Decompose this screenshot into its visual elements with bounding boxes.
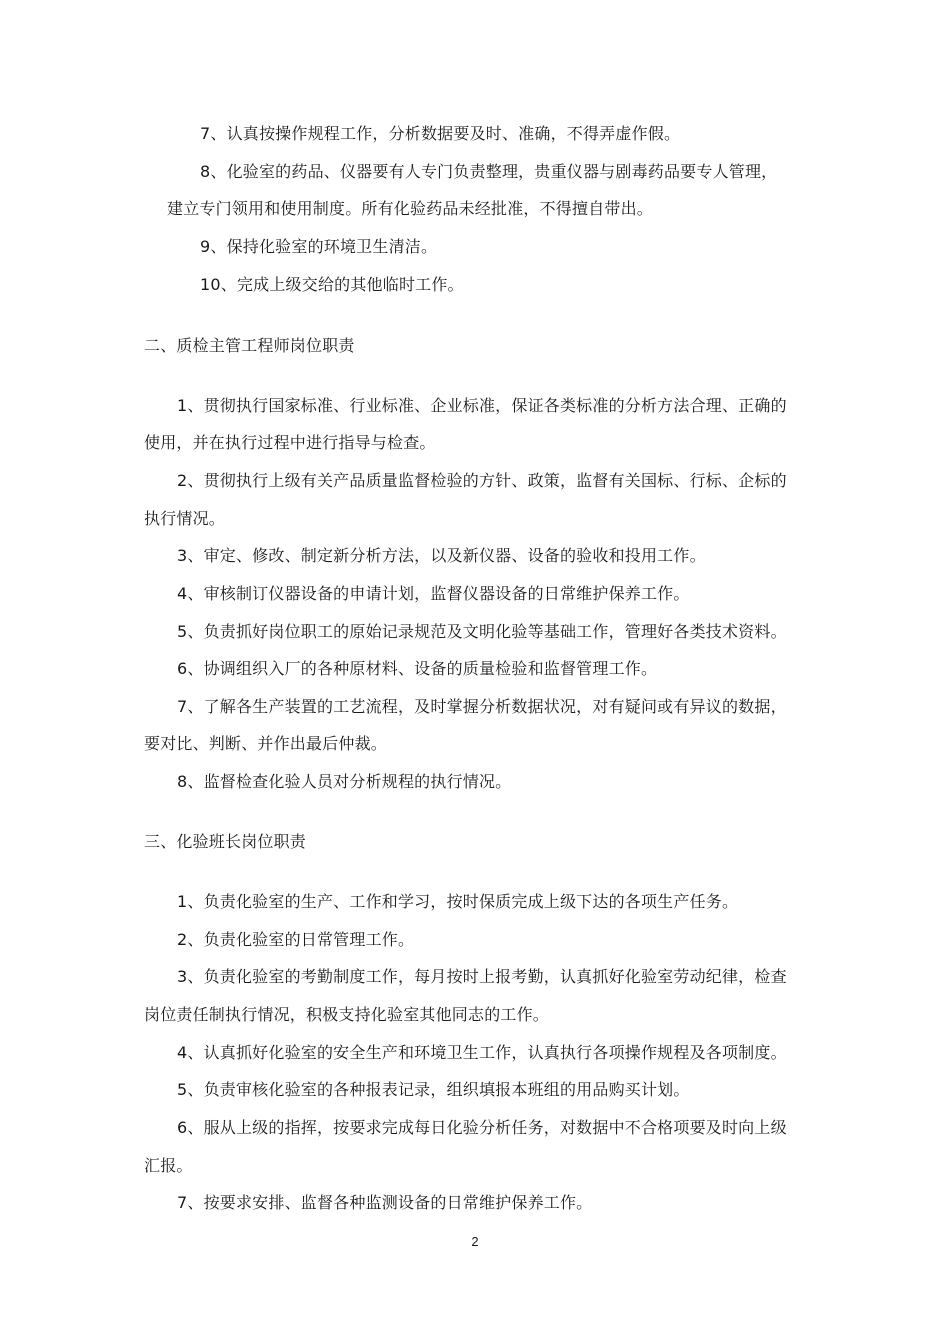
duty-item: 5、负责审核化验室的各种报表记录，组织填报本班组的用品购买计划。 [177, 1080, 690, 1099]
duty-item-continuation: 建立专门领用和使用制度。所有化验药品未经批准，不得擅自带出。 [167, 199, 654, 218]
section-heading: 二、质检主管工程师岗位职责 [144, 336, 355, 355]
duty-item: 3、审定、修改、制定新分析方法，以及新仪器、设备的验收和投用工作。 [177, 546, 706, 565]
duty-item-continuation: 汇报。 [144, 1156, 193, 1175]
duty-item: 6、协调组织入厂的各种原材料、设备的质量检验和监督管理工作。 [177, 659, 658, 678]
duty-item: 6、服从上级的指挥，按要求完成每日化验分析任务，对数据中不合格项要及时向上级 [177, 1118, 787, 1137]
duty-item: 7、了解各生产装置的工艺流程，及时掌握分析数据状况，对有疑问或有异议的数据， [177, 697, 787, 716]
duty-item-continuation: 使用，并在执行过程中进行指导与检查。 [144, 433, 436, 452]
duty-item: 9、保持化验室的环境卫生清洁。 [200, 237, 438, 256]
duty-item: 1、负责化验室的生产、工作和学习，按时保质完成上级下达的各项生产任务。 [177, 892, 739, 911]
duty-item: 4、认真抓好化验室的安全生产和环境卫生工作，认真执行各项操作规程及各项制度。 [177, 1043, 787, 1062]
duty-item: 5、负责抓好岗位职工的原始记录规范及文明化验等基础工作，管理好各类技术资料。 [177, 622, 787, 641]
duty-item: 2、负责化验室的日常管理工作。 [177, 930, 415, 949]
duty-item: 8、化验室的药品、仪器要有人专门负责整理，贵重仪器与剧毒药品要专人管理， [200, 162, 778, 181]
duty-item: 1、贯彻执行国家标准、行业标准、企业标准，保证各类标准的分析方法合理、正确的 [177, 396, 787, 415]
duty-item: 10、完成上级交给的其他临时工作。 [200, 275, 464, 294]
duty-item: 4、审核制订仪器设备的申请计划，监督仪器设备的日常维护保养工作。 [177, 584, 690, 603]
duty-item: 7、按要求安排、监督各种监测设备的日常维护保养工作。 [177, 1193, 593, 1212]
section-heading: 三、化验班长岗位职责 [144, 832, 307, 851]
page-number: 2 [471, 1234, 479, 1249]
duty-item: 2、贯彻执行上级有关产品质量监督检验的方针、政策，监督有关国标、行标、企标的 [177, 471, 787, 490]
duty-item-continuation: 执行情况。 [144, 509, 226, 528]
duty-item-continuation: 岗位责任制执行情况，积极支持化验室其他同志的工作。 [144, 1005, 550, 1024]
duty-item: 7、认真按操作规程工作，分析数据要及时、准确，不得弄虚作假。 [200, 124, 681, 143]
duty-item: 3、负责化验室的考勤制度工作，每月按时上报考勤，认真抓好化验室劳动纪律，检查 [177, 967, 787, 986]
duty-item: 8、监督检查化验人员对分析规程的执行情况。 [177, 772, 512, 791]
duty-item-continuation: 要对比、判断、并作出最后仲裁。 [144, 734, 388, 753]
